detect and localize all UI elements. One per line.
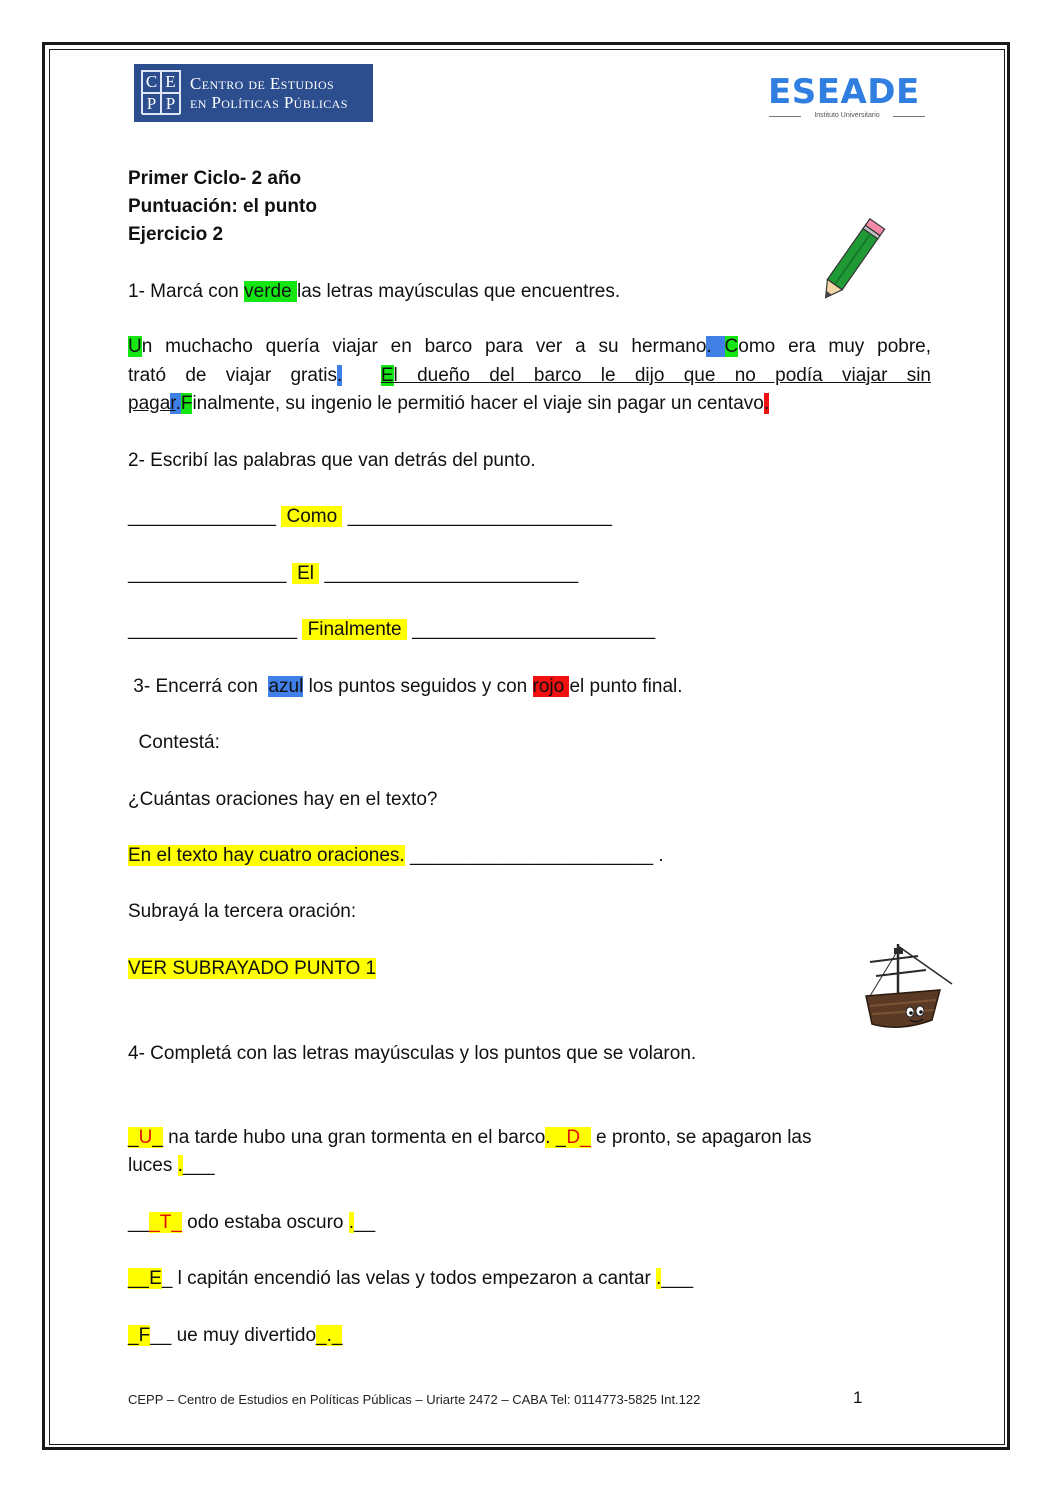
ex3-text: los puntos seguidos y con — [303, 676, 533, 697]
paragraph-line-1 — [128, 333, 931, 362]
eseade-logo-subtitle: Instituto Universitario — [769, 112, 925, 119]
monogram-letter: C — [142, 71, 161, 93]
sentence-text: odo estaba oscuro — [181, 1212, 349, 1233]
ex4-sentence-3 — [128, 1268, 693, 1290]
missing-capital: U — [138, 1127, 153, 1148]
capital-letter: F — [180, 393, 193, 414]
sentence-text: l capitán encendió las velas y todos empezaron a cantar — [172, 1268, 657, 1289]
sentence-text: e pronto, se apagaron las — [590, 1127, 812, 1148]
ex4-sentence-1-cont — [128, 1155, 215, 1177]
ver-subrayado — [128, 958, 376, 980]
ex4-sentence-1 — [128, 1127, 811, 1149]
eseade-logo — [765, 72, 925, 124]
title-line-3: Ejercicio 2 — [128, 224, 224, 245]
eseade-logo-word: ESEADE — [768, 72, 920, 112]
blank: _ — [128, 1127, 139, 1148]
capital-letter: U — [128, 336, 142, 357]
underlined-sentence: l dueño del barco le dijo que no podía viajar sin — [393, 364, 932, 386]
punto-seguido: . — [336, 364, 343, 386]
pencil-icon — [812, 210, 892, 310]
cepp-logo — [134, 64, 373, 122]
blank-line: ________________ — [128, 619, 298, 640]
question: ¿Cuántas oraciones hay en el texto? — [128, 789, 438, 810]
missing-capital: _T_ — [149, 1212, 182, 1233]
paragraph-text: trató de viajar gratis — [128, 364, 337, 386]
blank-line: ________________________ — [324, 563, 579, 584]
blank: __ — [128, 1268, 150, 1289]
monogram-letter: P — [161, 93, 180, 115]
missing-capital: F — [138, 1325, 151, 1346]
ex4-instruction: 4- Completá con las letras mayúsculas y los puntos que se volaron. — [128, 1043, 697, 1064]
missing-capital: D — [566, 1127, 581, 1148]
ex4-sentence-4 — [128, 1325, 342, 1347]
answer-text: En el texto hay cuatro oraciones. — [128, 845, 405, 866]
answer-word: Finalmente — [302, 619, 407, 640]
monogram-letter: P — [142, 93, 161, 115]
title-line-2: Puntuación: el punto — [128, 196, 317, 217]
punto-final: . — [763, 393, 770, 414]
paragraph-line-2 — [128, 362, 931, 391]
ex1-instruction-prefix: 1- Marcá con — [128, 281, 245, 302]
answer-row — [128, 845, 664, 867]
punto-space — [712, 336, 725, 357]
underlined-sentence: r — [170, 393, 176, 414]
sentence-text: na tarde hubo una gran tormenta en el barco — [162, 1127, 546, 1148]
ex2-answer-row — [128, 619, 655, 641]
ex1-highlight-verde: verde — [244, 281, 297, 302]
sentence-text: ue muy divertido — [171, 1325, 317, 1346]
sentence-text: luces — [128, 1155, 178, 1176]
ex1-instruction — [128, 281, 620, 303]
punto-seguido: . — [175, 393, 181, 414]
paragraph-text: inalmente, su ingenio le permitió hacer el viaje sin pagar un centavo — [192, 393, 764, 414]
highlight-rojo: rojo — [532, 676, 570, 697]
subraya-instruction: Subrayá la tercera oración: — [128, 901, 357, 922]
answer-word: Como — [281, 506, 343, 527]
missing-dot: _._ — [316, 1325, 343, 1346]
cepp-logo-text — [190, 74, 348, 112]
monogram-letter: E — [161, 71, 180, 93]
blank: ___ — [661, 1268, 694, 1289]
blank: ___ — [182, 1155, 215, 1176]
cepp-logo-line2: en Políticas Públicas — [190, 93, 348, 112]
title-line-1: Primer Ciclo- 2 año — [128, 168, 302, 189]
ex1-instruction-suffix: las letras mayúsculas que encuentres. — [296, 281, 621, 302]
blank: _ — [580, 1127, 591, 1148]
ex2-instruction: 2- Escribí las palabras que van detrás del punto. — [128, 450, 536, 471]
blank-line: _________________________ — [347, 506, 612, 527]
answer-word: El — [291, 563, 320, 584]
ex1-paragraph — [128, 333, 931, 419]
blank: _ — [555, 1127, 567, 1148]
capital-letter: C — [724, 336, 739, 357]
blank: __ — [128, 1212, 150, 1233]
cepp-monogram — [141, 70, 181, 114]
boat-icon — [840, 940, 957, 1035]
paragraph-text — [342, 365, 381, 386]
missing-dot: . — [348, 1212, 355, 1233]
blank: _ — [152, 1127, 163, 1148]
punto-seguido: . — [706, 336, 712, 357]
blank: _ — [128, 1325, 139, 1346]
highlight-azul: azul — [268, 676, 304, 697]
underlined-sentence: paga — [128, 393, 171, 414]
footer-text: CEPP – Centro de Estudios en Políticas Públicas – Uriarte 2472 – CABA Tel: 0114773-5825 Int.122 — [128, 1392, 701, 1407]
ex3-instruction — [128, 676, 683, 698]
page-number: 1 — [853, 1388, 863, 1407]
blank-line: _______________ — [128, 563, 287, 584]
missing-dot: . — [177, 1155, 183, 1176]
ex3-text: el punto final. — [569, 676, 683, 697]
blank: __ — [354, 1212, 376, 1233]
blank: __ — [150, 1325, 172, 1346]
paragraph-text: omo era muy pobre, — [738, 336, 932, 357]
blank-line: _______________________ — [412, 619, 656, 640]
ex3-text: 3- Encerrá con — [128, 676, 269, 697]
blank: _ — [161, 1268, 173, 1289]
ex2-answer-row — [128, 506, 612, 528]
ex2-answer-row — [128, 563, 578, 585]
contesta-label: Contestá: — [128, 732, 220, 753]
blank-line: _______________________ . — [404, 845, 664, 866]
ex4-sentence-2 — [128, 1212, 375, 1234]
blank-line: ______________ — [128, 506, 276, 527]
paragraph-line-3 — [128, 390, 931, 419]
capital-letter: E — [380, 364, 394, 386]
cepp-logo-line1: Centro de Estudios — [190, 74, 335, 93]
missing-dot: . — [656, 1268, 662, 1289]
ver-subrayado-text: VER SUBRAYADO PUNTO 1 — [128, 958, 377, 979]
missing-dot: . — [545, 1127, 556, 1148]
paragraph-text: n muchacho quería viajar en barco para ver a su hermano — [141, 336, 707, 357]
missing-capital: E — [149, 1268, 162, 1289]
